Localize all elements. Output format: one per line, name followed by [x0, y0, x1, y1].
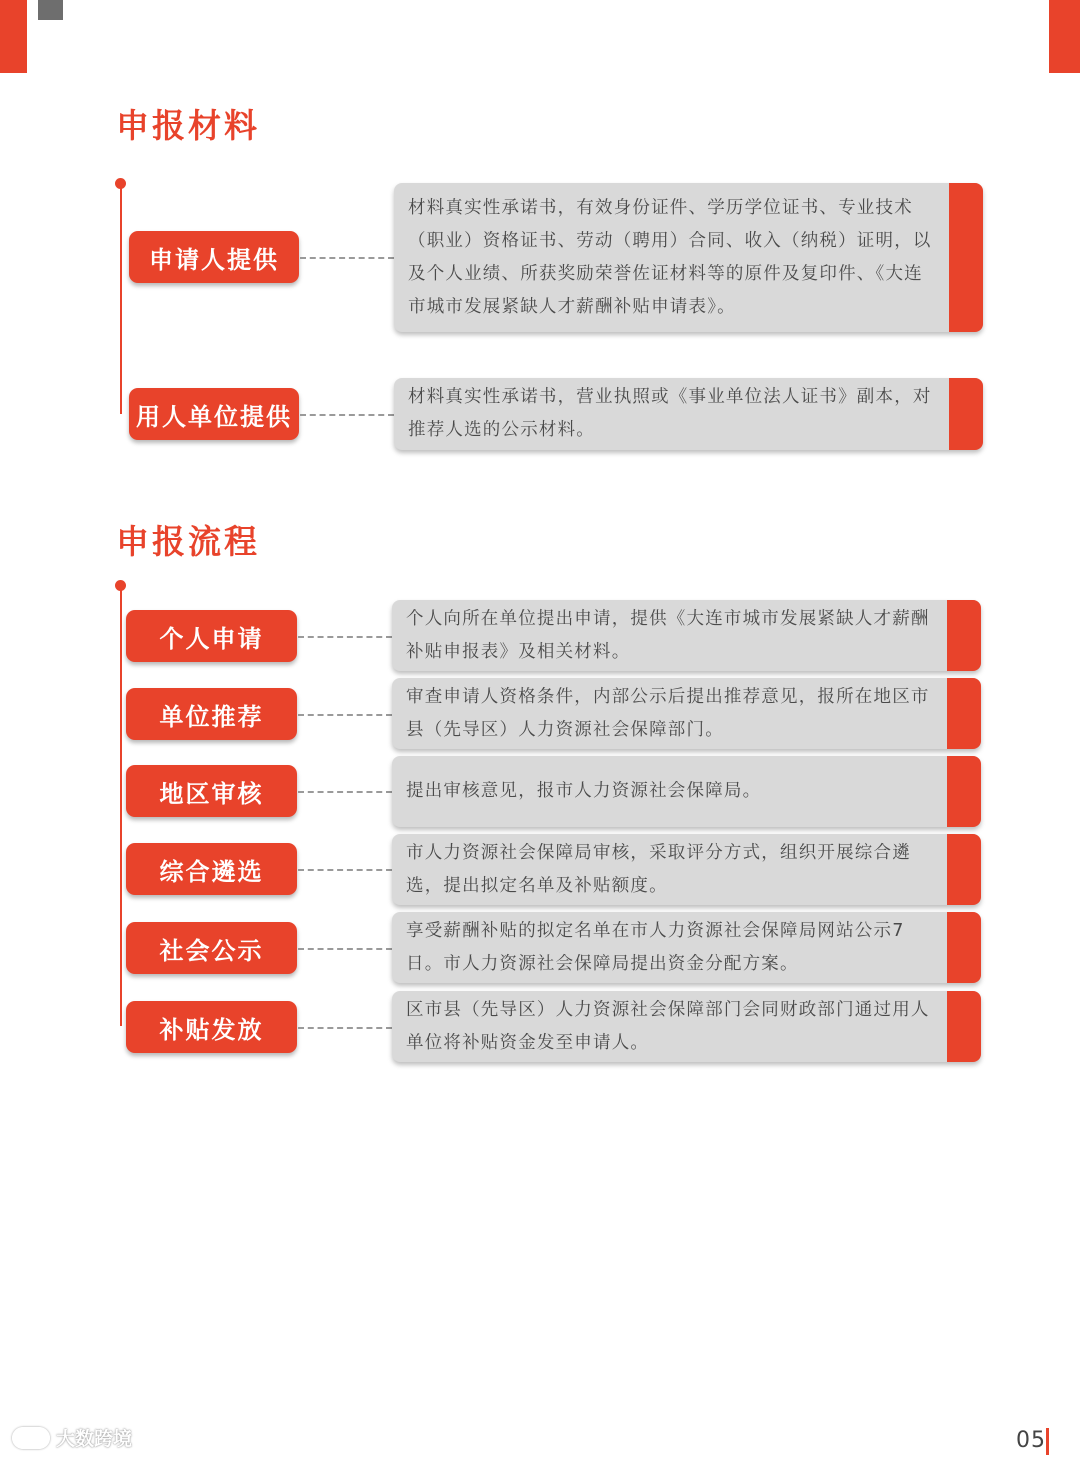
- connector-step-3: [298, 791, 392, 793]
- tag-step-comprehensive-selection: 综合遴选: [126, 843, 297, 895]
- connector-step-2: [298, 714, 392, 716]
- connector-employer: [300, 414, 394, 416]
- card-step-subsidy-distribution: [392, 991, 981, 1062]
- materials-timeline-line: [120, 184, 122, 414]
- card-employer-text: 材料真实性承诺书，营业执照或《事业单位法人证书》副本，对推荐人选的公示材料。: [408, 387, 932, 440]
- watermark-text: 大数跨境: [56, 1428, 133, 1450]
- connector-step-4: [298, 869, 392, 871]
- watermark: [12, 1424, 132, 1451]
- tag-step-public-notice: 社会公示: [126, 922, 297, 974]
- card-step-public-notice: [392, 912, 981, 983]
- corner-accent-right: [1049, 0, 1080, 73]
- connector-applicant: [300, 257, 394, 259]
- tag-step-personal-application: 个人申请: [126, 610, 297, 662]
- materials-title: 申报材料: [116, 106, 260, 145]
- connector-step-1: [298, 636, 392, 638]
- process-timeline-line: [120, 586, 122, 1026]
- tag-step-regional-review: 地区审核: [126, 765, 297, 817]
- page-number-bar: [1046, 1428, 1049, 1455]
- card-applicant: [394, 183, 983, 332]
- tag-step-unit-recommendation: 单位推荐: [126, 688, 297, 740]
- card-step-6-text: 区市县（先导区）人力资源社会保障部门会同财政部门通过用人单位将补贴资金发至申请人。: [406, 999, 930, 1053]
- connector-step-5: [298, 948, 392, 950]
- tag-applicant: 申请人提供: [129, 231, 299, 283]
- card-step-2-text: 审查申请人资格条件，内部公示后提出推荐意见，报所在地区市县（先导区）人力资源社会保障部门。: [406, 686, 930, 740]
- connector-step-6: [298, 1027, 392, 1029]
- card-step-5-text: 享受薪酬补贴的拟定名单在市人力资源社会保障局网站公示7日。市人力资源社会保障局提出资金分配方案。: [406, 920, 905, 974]
- corner-accent-left: [0, 0, 27, 73]
- watermark-logo-icon: [12, 1427, 50, 1449]
- corner-accent-gray: [38, 0, 63, 20]
- card-step-3-text: 提出审核意见，报市人力资源社会保障局。: [406, 781, 762, 801]
- card-step-4-text: 市人力资源社会保障局审核，采取评分方式，组织开展综合遴选，提出拟定名单及补贴额度。: [406, 842, 911, 896]
- card-step-regional-review: [392, 756, 981, 827]
- tag-step-subsidy-distribution: 补贴发放: [126, 1001, 297, 1053]
- card-step-1-text: 个人向所在单位提出申请，提供《大连市城市发展紧缺人才薪酬补贴申报表》及相关材料。: [406, 608, 930, 662]
- card-employer: [394, 378, 983, 450]
- card-step-comprehensive-selection: [392, 834, 981, 905]
- process-title: 申报流程: [116, 522, 260, 561]
- card-step-unit-recommendation: [392, 678, 981, 749]
- page-number: 05: [1016, 1428, 1046, 1453]
- card-step-personal-application: [392, 600, 981, 671]
- card-applicant-text: 材料真实性承诺书，有效身份证件、学历学位证书、专业技术（职业）资格证书、劳动（聘用）合同、收入（纳税）证明，以及个人业绩、所获奖励荣誉佐证材料等的原件及复印件、《大连市城市发展紧缺人才薪酬补贴申请表》。: [408, 197, 932, 317]
- tag-employer: 用人单位提供: [129, 388, 299, 440]
